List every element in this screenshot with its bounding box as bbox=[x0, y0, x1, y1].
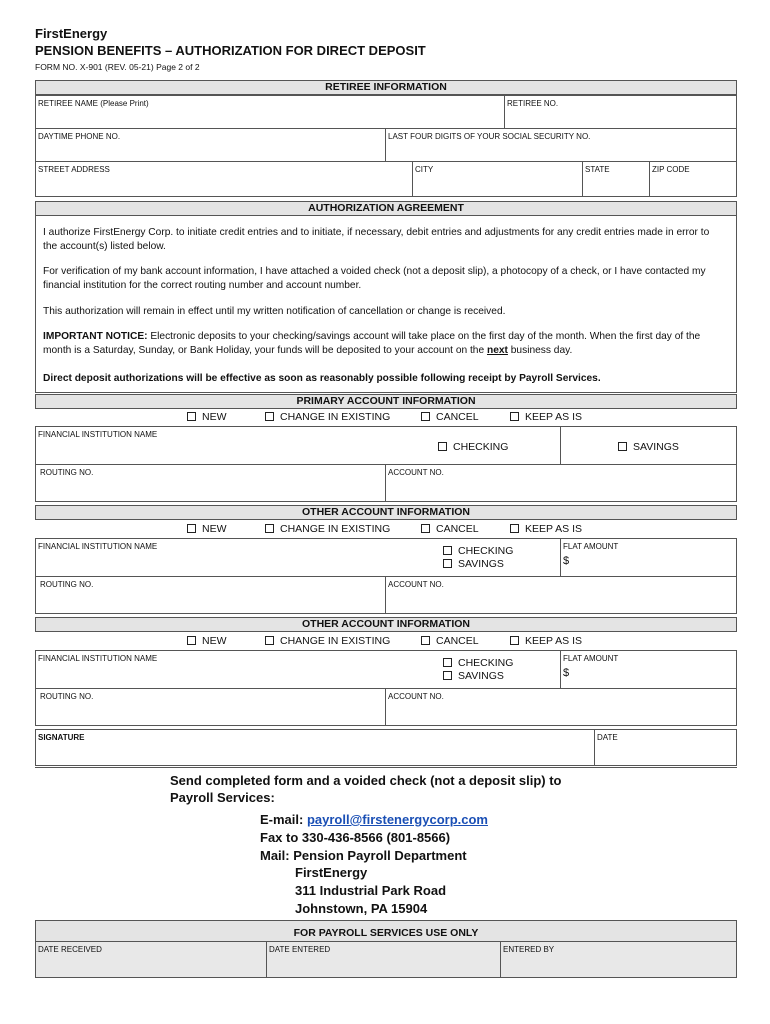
other2-change-option[interactable] bbox=[265, 635, 390, 647]
other2-account-label: ACCOUNT NO. bbox=[388, 692, 444, 701]
primary-keep-checkbox[interactable] bbox=[510, 412, 519, 421]
state-field[interactable] bbox=[582, 161, 650, 197]
city-label: CITY bbox=[415, 165, 434, 174]
primary-routing-field[interactable] bbox=[35, 464, 386, 502]
other1-account-field[interactable] bbox=[385, 576, 737, 614]
other1-new-checkbox[interactable] bbox=[187, 524, 196, 533]
other2-flat-amount-label: FLAT AMOUNT bbox=[563, 654, 619, 663]
notice-text-b: business day. bbox=[507, 345, 573, 356]
other1-keep-option[interactable] bbox=[510, 523, 582, 535]
other1-checking-label: CHECKING bbox=[458, 545, 514, 557]
address-line2: 311 Industrial Park Road bbox=[295, 883, 447, 898]
primary-change-label: CHANGE IN EXISTING bbox=[280, 411, 391, 423]
retiree-name-label: RETIREE NAME (Please Print) bbox=[38, 99, 149, 108]
retiree-section-title: RETIREE INFORMATION bbox=[35, 80, 737, 95]
fax-line: Fax to 330-436-8566 (801-8566) bbox=[260, 830, 451, 845]
retiree-name-field[interactable] bbox=[35, 95, 505, 129]
send-instruction-line2: Payroll Services: bbox=[170, 790, 275, 805]
other1-section-title: OTHER ACCOUNT INFORMATION bbox=[35, 505, 737, 520]
other1-savings-checkbox[interactable] bbox=[443, 559, 452, 568]
other2-cancel-option[interactable] bbox=[421, 635, 479, 647]
office-section-title: FOR PAYROLL SERVICES USE ONLY bbox=[35, 920, 737, 942]
agreement-paragraph-2: For verification of my bank account information, I have attached a voided check (not a deposit slip), a photocopy of a check, or I have contacted my financial institution for the correct routing number and account number. bbox=[43, 266, 706, 291]
state-label: STATE bbox=[585, 165, 610, 174]
other2-cancel-checkbox[interactable] bbox=[421, 636, 430, 645]
other2-checking-label: CHECKING bbox=[458, 657, 514, 669]
other1-institution-label: FINANCIAL INSTITUTION NAME bbox=[38, 542, 158, 551]
phone-field[interactable] bbox=[35, 128, 386, 162]
primary-change-option[interactable] bbox=[265, 411, 390, 423]
address-line1: FirstEnergy bbox=[295, 865, 368, 880]
other2-new-option[interactable] bbox=[187, 635, 227, 647]
date-entered-field bbox=[266, 941, 501, 978]
retiree-number-label: RETIREE NO. bbox=[507, 99, 559, 108]
notice-text-a: Electronic deposits to your checking/savings account will take place on the first day of the month. When the first day of the month is a Saturday, Sunday, or Bank Holiday, your funds will be deposited to your account on the bbox=[43, 331, 701, 356]
email-line bbox=[260, 811, 488, 828]
other2-savings-label: SAVINGS bbox=[458, 670, 504, 682]
other1-change-label: CHANGE IN EXISTING bbox=[280, 523, 391, 535]
other2-savings-option[interactable] bbox=[443, 670, 504, 682]
notice-label: IMPORTANT NOTICE: bbox=[43, 331, 148, 342]
agreement-paragraph-3: This authorization will remain in effect until my written notification of cancellation or change is received. bbox=[43, 306, 506, 317]
other2-cancel-label: CANCEL bbox=[436, 635, 479, 647]
effective-statement: Direct deposit authorizations will be effective as soon as reasonably possible following receipt by Payroll Services. bbox=[43, 373, 601, 384]
important-notice bbox=[43, 330, 723, 358]
other1-change-checkbox[interactable] bbox=[265, 524, 274, 533]
primary-checking-checkbox[interactable] bbox=[438, 442, 447, 451]
address-line3: Johnstown, PA 15904 bbox=[295, 901, 428, 916]
other1-keep-checkbox[interactable] bbox=[510, 524, 519, 533]
other1-cancel-checkbox[interactable] bbox=[421, 524, 430, 533]
ssn-field[interactable] bbox=[385, 128, 737, 162]
primary-new-checkbox[interactable] bbox=[187, 412, 196, 421]
primary-checking-label: CHECKING bbox=[453, 441, 509, 453]
other1-account-label: ACCOUNT NO. bbox=[388, 580, 444, 589]
other2-keep-label: KEEP AS IS bbox=[525, 635, 583, 647]
other1-change-option[interactable] bbox=[265, 523, 390, 535]
primary-routing-label: ROUTING NO. bbox=[40, 468, 94, 477]
agreement-paragraph-1: I authorize FirstEnergy Corp. to initiate credit entries and to initiate, if necessary, debit entries and adjustments for any credit entries made in error to the account(s) listed below. bbox=[43, 227, 710, 252]
other1-dollar-sign: $ bbox=[563, 555, 570, 567]
other1-cancel-label: CANCEL bbox=[436, 523, 479, 535]
entered-by-label: ENTERED BY bbox=[503, 945, 555, 954]
primary-keep-label: KEEP AS IS bbox=[525, 411, 583, 423]
primary-change-checkbox[interactable] bbox=[265, 412, 274, 421]
other2-change-label: CHANGE IN EXISTING bbox=[280, 635, 391, 647]
primary-cancel-checkbox[interactable] bbox=[421, 412, 430, 421]
email-link[interactable]: payroll@firstenergycorp.com bbox=[306, 812, 488, 827]
date-entered-label: DATE ENTERED bbox=[269, 945, 331, 954]
phone-label: DAYTIME PHONE NO. bbox=[38, 132, 121, 141]
other1-new-label: NEW bbox=[202, 523, 227, 535]
send-instruction-line1: Send completed form and a voided check (not a deposit slip) to bbox=[170, 773, 562, 788]
primary-new-label: NEW bbox=[202, 411, 227, 423]
primary-account-label: ACCOUNT NO. bbox=[388, 468, 444, 477]
other1-checking-option[interactable] bbox=[443, 545, 513, 557]
other2-account-field[interactable] bbox=[385, 688, 737, 726]
other1-new-option[interactable] bbox=[187, 523, 227, 535]
other2-checking-checkbox[interactable] bbox=[443, 658, 452, 667]
other2-keep-option[interactable] bbox=[510, 635, 582, 647]
primary-new-option[interactable] bbox=[187, 411, 227, 423]
signature-label: SIGNATURE bbox=[38, 733, 85, 742]
notice-next: next bbox=[486, 345, 508, 356]
street-label: STREET ADDRESS bbox=[38, 165, 110, 174]
other2-checking-option[interactable] bbox=[443, 657, 513, 669]
city-field[interactable] bbox=[412, 161, 583, 197]
other1-routing-label: ROUTING NO. bbox=[40, 580, 94, 589]
street-field[interactable] bbox=[35, 161, 413, 197]
retiree-number-field[interactable] bbox=[504, 95, 737, 129]
other2-institution-label: FINANCIAL INSTITUTION NAME bbox=[38, 654, 158, 663]
signature-date-label: DATE bbox=[597, 733, 618, 742]
form-number: FORM NO. X-901 (REV. 05-21) Page 2 of 2 bbox=[35, 62, 200, 72]
primary-savings-checkbox[interactable] bbox=[618, 442, 627, 451]
date-received-label: DATE RECEIVED bbox=[38, 945, 102, 954]
signature-divider bbox=[35, 767, 737, 768]
other1-cancel-option[interactable] bbox=[421, 523, 479, 535]
other2-savings-checkbox[interactable] bbox=[443, 671, 452, 680]
signature-field[interactable] bbox=[35, 729, 595, 766]
primary-section-title: PRIMARY ACCOUNT INFORMATION bbox=[35, 394, 737, 409]
primary-savings-option[interactable] bbox=[618, 441, 679, 453]
primary-savings-label: SAVINGS bbox=[633, 441, 679, 453]
other2-flat-amount-field[interactable] bbox=[560, 650, 737, 689]
other2-change-checkbox[interactable] bbox=[265, 636, 274, 645]
primary-cancel-label: CANCEL bbox=[436, 411, 479, 423]
other2-routing-label: ROUTING NO. bbox=[40, 692, 94, 701]
mail-line: Mail: Pension Payroll Department bbox=[260, 848, 467, 863]
other2-keep-checkbox[interactable] bbox=[510, 636, 519, 645]
primary-institution-label: FINANCIAL INSTITUTION NAME bbox=[38, 430, 158, 439]
other2-new-label: NEW bbox=[202, 635, 227, 647]
other2-dollar-sign: $ bbox=[563, 667, 570, 679]
primary-keep-option[interactable] bbox=[510, 411, 582, 423]
other1-keep-label: KEEP AS IS bbox=[525, 523, 583, 535]
other1-savings-label: SAVINGS bbox=[458, 558, 504, 570]
other1-flat-amount-field[interactable] bbox=[560, 538, 737, 577]
date-received-field bbox=[35, 941, 267, 978]
zip-field[interactable] bbox=[649, 161, 737, 197]
other2-routing-field[interactable] bbox=[35, 688, 386, 726]
entered-by-field bbox=[500, 941, 737, 978]
form-title: PENSION BENEFITS – AUTHORIZATION FOR DIRECT DEPOSIT bbox=[35, 43, 426, 58]
other1-checking-checkbox[interactable] bbox=[443, 546, 452, 555]
primary-checking-option[interactable] bbox=[438, 441, 508, 453]
zip-label: ZIP CODE bbox=[652, 165, 690, 174]
agreement-section-title: AUTHORIZATION AGREEMENT bbox=[35, 201, 737, 216]
signature-date-field[interactable] bbox=[594, 729, 737, 766]
other1-savings-option[interactable] bbox=[443, 558, 504, 570]
primary-account-field[interactable] bbox=[385, 464, 737, 502]
other2-new-checkbox[interactable] bbox=[187, 636, 196, 645]
company-name: FirstEnergy bbox=[35, 26, 108, 41]
email-label: E-mail: bbox=[260, 812, 307, 827]
other1-routing-field[interactable] bbox=[35, 576, 386, 614]
other1-flat-amount-label: FLAT AMOUNT bbox=[563, 542, 619, 551]
other2-section-title: OTHER ACCOUNT INFORMATION bbox=[35, 617, 737, 632]
ssn-label: LAST FOUR DIGITS OF YOUR SOCIAL SECURITY NO. bbox=[388, 132, 591, 141]
primary-cancel-option[interactable] bbox=[421, 411, 479, 423]
